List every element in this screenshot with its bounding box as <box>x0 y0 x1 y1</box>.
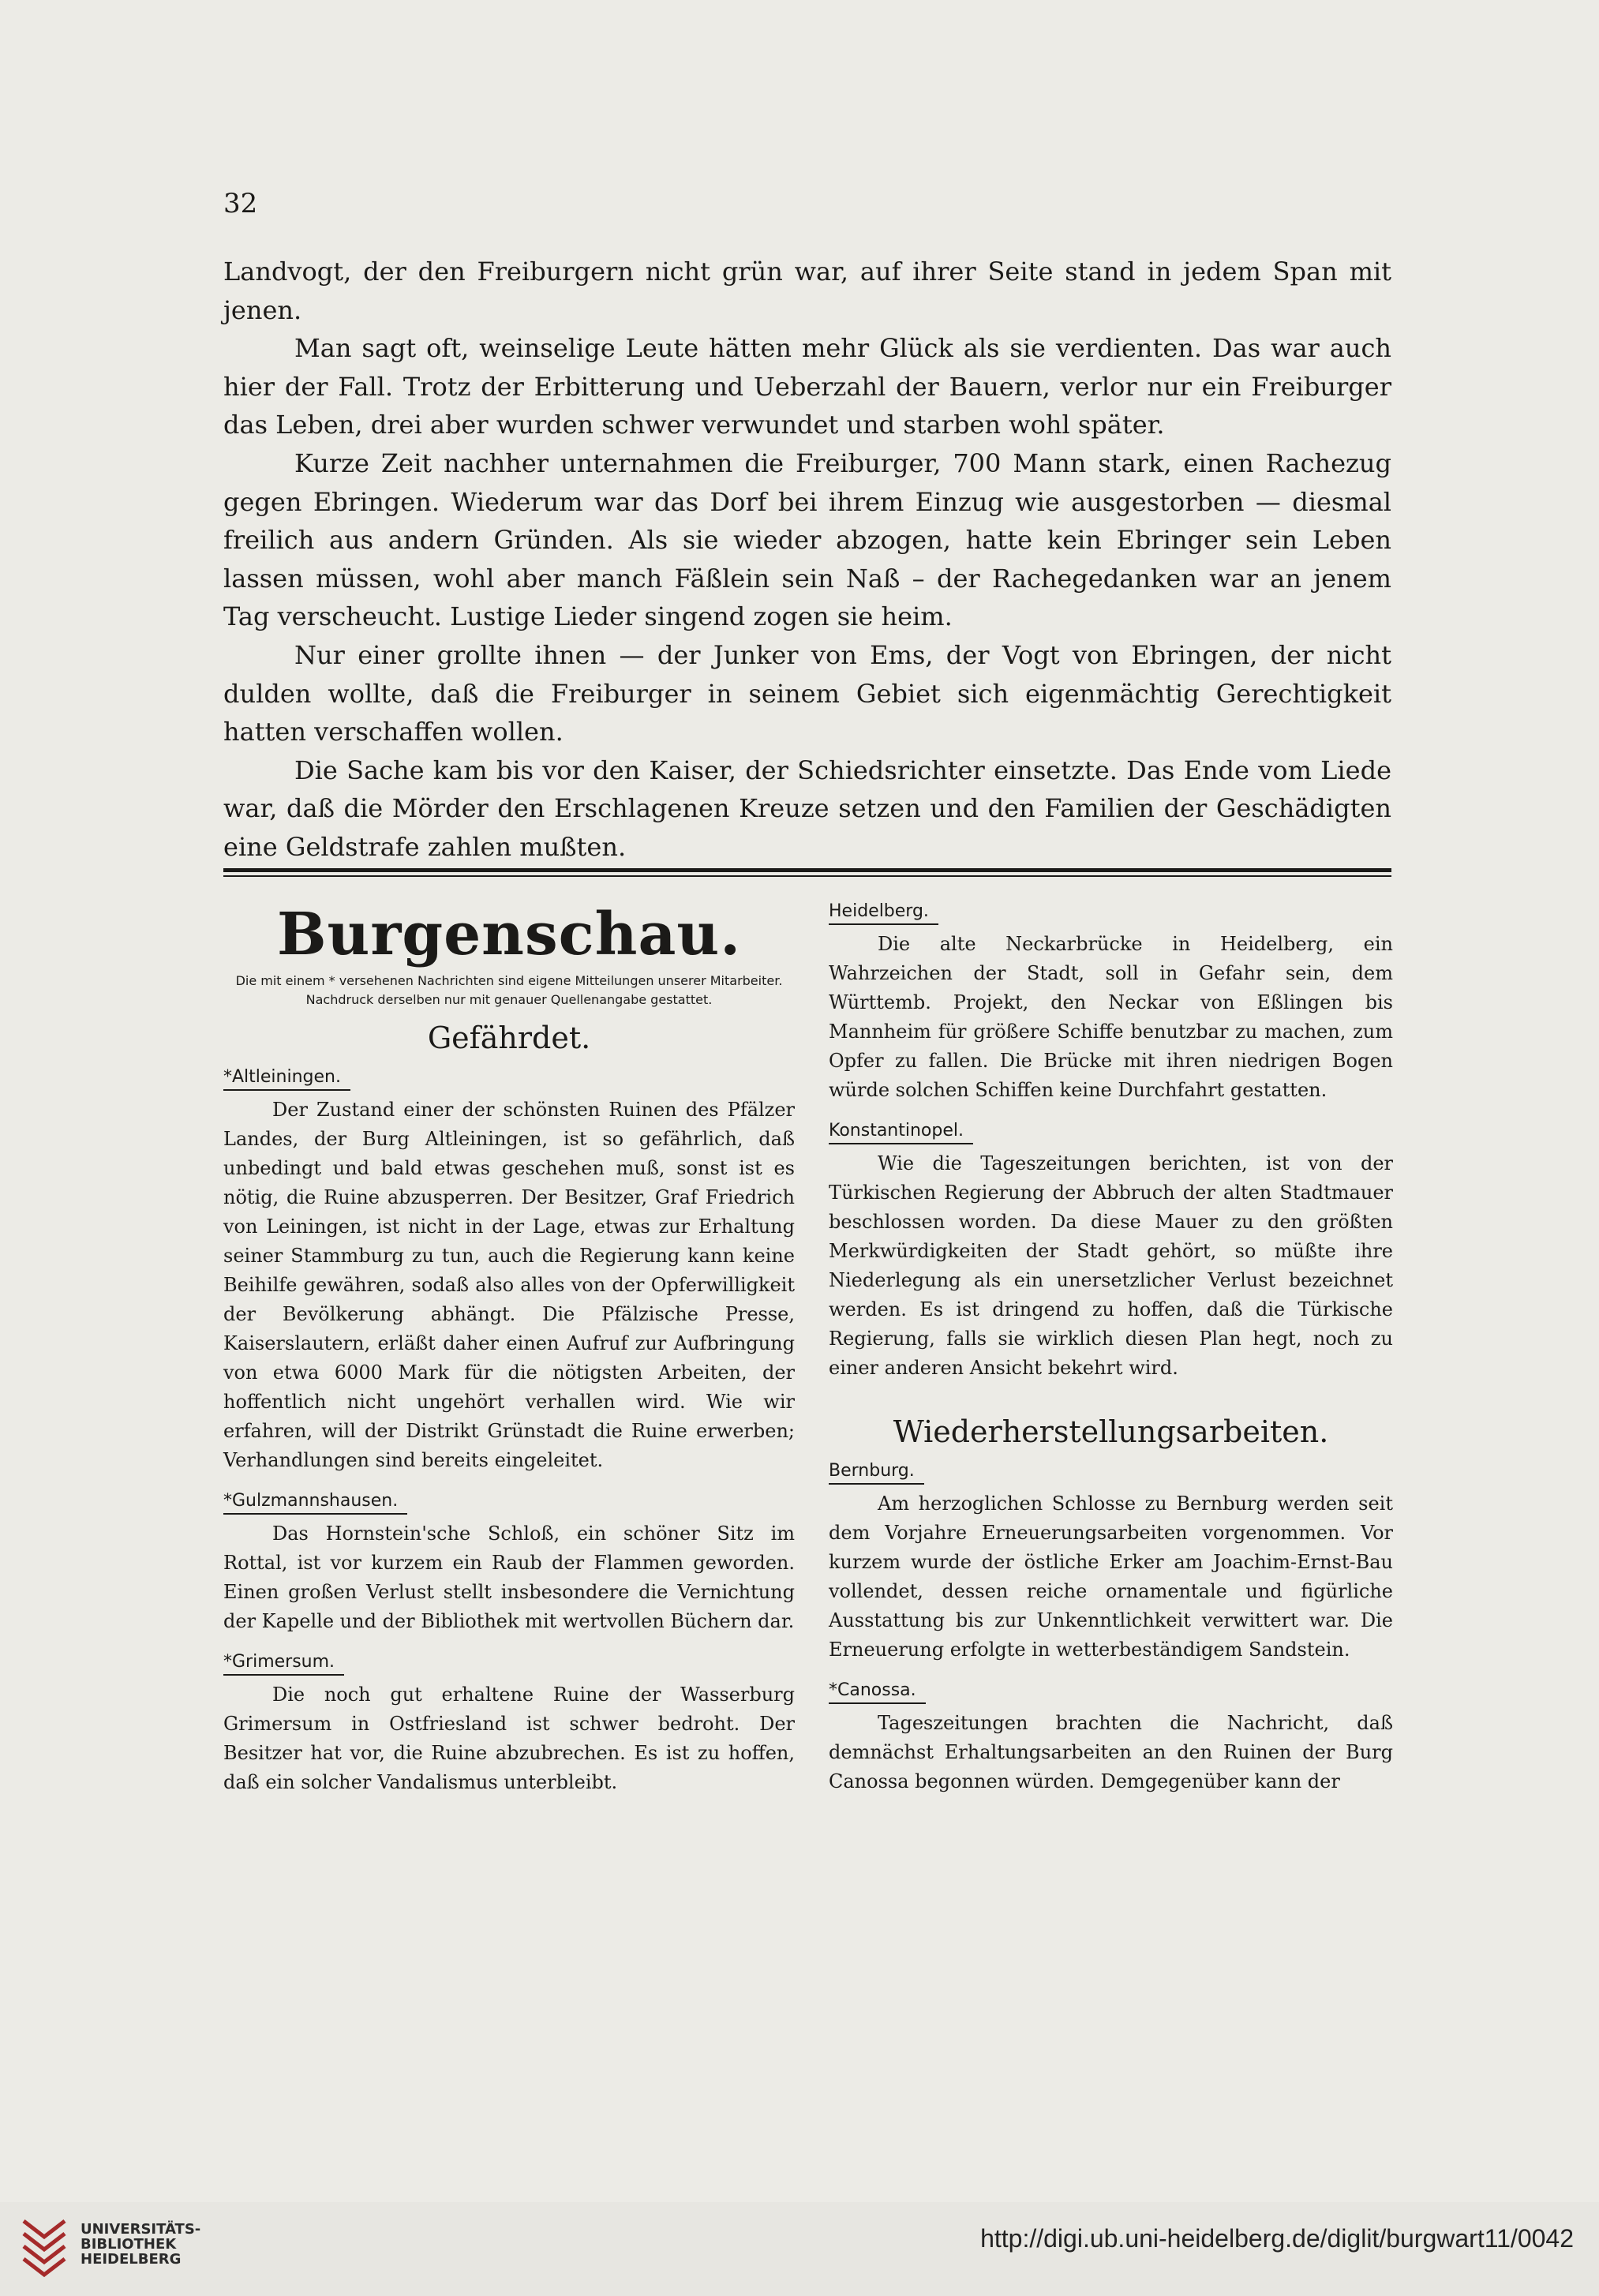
entry-text: Tageszeitungen brachten die Nachricht, daß demnächst Erhaltungsarbeiten an den Ruinen der Burg Canossa begonnen würden. Demgegenüber kann der <box>829 1712 1393 1792</box>
section-heading-endangered: Gefährdet. <box>427 1021 591 1055</box>
news-entry <box>223 1475 795 1636</box>
entry-heading: *Grimersum. <box>223 1650 344 1676</box>
intro-text <box>223 253 1391 867</box>
intro-paragraph: Kurze Zeit nachher unternahmen die Freiburger, 700 Mann stark, einen Rachezug gegen Ebringen. Wiederum war das Dorf bei ihrem Einzug wie ausgestorben — diesmal freilich aus andern Gründen. Als sie wieder abzogen, hatte kein Ebringer sein Leben lassen müssen, wohl aber manch Fäßlein sein Naß – der Rachegedanken war an jenem Tag verscheucht. Lustige Lieder singend zogen sie heim. <box>223 448 1391 632</box>
news-entry <box>829 1455 1393 1665</box>
library-name-line: HEIDELBERG <box>81 2251 182 2268</box>
entry-text: Der Zustand einer der schönsten Ruinen des Pfälzer Landes, der Burg Altleiningen, ist so gefährlich, daß unbedingt und bald etwas geschehen muß, sonst ist es nötig, die Ruine abzusperren. Der Besitzer, Graf Friedrich von Leiningen, ist nicht in der Lage, etwas zur Erhaltung seiner Stammburg zu tun, auch die Regierung kann keine Beihilfe gewähren, sodaß also alles von der Opferwilligkeit der Bevölkerung abhängt. Die Pfälzische Presse, Kaiserslautern, erläßt daher einen Aufruf zur Aufbringung von etwa 6000 Mark für die nötigsten Arbeiten, der hoffentlich nicht ungehört verhallen wird. Wie wir erfahren, will der Distrikt Grünstadt die Ruine erwerben; Verhandlungen sind bereits eingeleitet. <box>223 1099 795 1471</box>
entry-text: Am herzoglichen Schlosse zu Bernburg werden seit dem Vorjahre Erneuerungsarbeiten vorgenommen. Vor kurzem wurde der östliche Erker am Joachim-Ernst-Bau vollendet, dessen reiche ornamentale und figürliche Ausstattung bis zur Unkenntlichkeit verwittert war. Die Erneuerung erfolgte in wetterbeständigem Sandstein. <box>829 1493 1393 1661</box>
section-heading-restoration: Wiederherstellungsarbeiten. <box>893 1414 1329 1449</box>
intro-paragraph: Man sagt oft, weinselige Leute hätten mehr Glück als sie verdienten. Das war auch hier der Fall. Trotz der Erbitterung und Ueberzahl der Bauern, verlor nur ein Freiburger das Leben, drei aber wurden schwer verwundet und starben wohl später. <box>223 333 1391 440</box>
masthead-note: Die mit einem * versehenen Nachrichten sind eigene Mitteilungen unserer Mitarbeiter. Nachdruck derselben nur mit genauer Quellenangabe gestattet. <box>235 973 783 1007</box>
news-entry <box>829 1105 1393 1383</box>
left-column <box>223 896 795 1797</box>
entry-text: Die noch gut erhaltene Ruine der Wasserburg Grimersum in Ostfriesland ist schwer bedroht. Der Besitzer hat vor, die Ruine abzubrechen. Es ist zu hoffen, daß ein solcher Vandalismus unterbleibt. <box>223 1684 795 1793</box>
entry-heading: *Gulzmannshausen. <box>223 1489 407 1515</box>
entry-heading: *Altleiningen. <box>223 1066 350 1091</box>
entry-heading: *Canossa. <box>829 1679 926 1704</box>
news-entry <box>829 1665 1393 1796</box>
masthead-title: Burgenschau. <box>277 901 741 968</box>
entry-text: Das Hornstein'sche Schloß, ein schöner Sitz im Rottal, ist vor kurzem ein Raub der Flammen geworden. Einen großen Verlust stellt insbesondere die Vernichtung der Kapelle und der Bibliothek mit wertvollen Büchern dar. <box>223 1523 795 1632</box>
university-library-logo-icon <box>19 2216 69 2279</box>
news-entry <box>829 896 1393 1105</box>
right-column <box>829 896 1393 1796</box>
intro-paragraph: Landvogt, der den Freiburgern nicht grün war, auf ihrer Seite stand in jedem Span mit jenen. <box>223 257 1391 325</box>
news-entry <box>223 1062 795 1475</box>
entry-heading: Konstantinopel. <box>829 1119 973 1144</box>
entry-heading: Heidelberg. <box>829 900 938 925</box>
section-divider <box>223 868 1391 877</box>
library-name-line: BIBLIOTHEK <box>81 2236 177 2253</box>
intro-paragraph: Die Sache kam bis vor den Kaiser, der Schiedsrichter einsetzte. Das Ende vom Liede war, daß die Mörder den Erschlagenen Kreuze setzen und den Familien der Geschädigten eine Geldstrafe zahlen mußten. <box>223 755 1391 862</box>
page-number: 32 <box>223 188 258 219</box>
entry-text: Wie die Tageszeitungen berichten, ist von der Türkischen Regierung der Abbruch der alten Stadtmauer beschlossen worden. Da diese Mauer zu den größten Merkwürdigkeiten der Stadt gehört, so müßte ihre Niederlegung als ein unersetzlicher Verlust bezeichnet werden. Es ist dringend zu hoffen, daß die Türkische Regierung, falls sie wirklich diesen Plan hegt, noch zu einer anderen Ansicht bekehrt wird. <box>829 1152 1393 1379</box>
library-name <box>81 2222 200 2267</box>
source-url-link[interactable]: http://digi.ub.uni-heidelberg.de/diglit/burgwart11/0042 <box>980 2224 1574 2253</box>
entry-text: Die alte Neckarbrücke in Heidelberg, ein Wahrzeichen der Stadt, soll in Gefahr sein, dem Württemb. Projekt, den Neckar von Eßlingen bis Mannheim für größere Schiffe benutzbar zu machen, zum Opfer zu fallen. Die Brücke mit ihren niedrigen Bogen würde solchen Schiffen keine Durchfahrt gestatten. <box>829 933 1393 1101</box>
news-entry <box>223 1636 795 1797</box>
intro-paragraph: Nur einer grollte ihnen — der Junker von Ems, der Vogt von Ebringen, der nicht dulden wollte, daß die Freiburger in seinem Gebiet sich eigenmächtig Gerechtigkeit hatten verschaffen wollen. <box>223 639 1391 747</box>
entry-heading: Bernburg. <box>829 1459 924 1485</box>
library-name-line: UNIVERSITÄTS- <box>81 2221 201 2238</box>
